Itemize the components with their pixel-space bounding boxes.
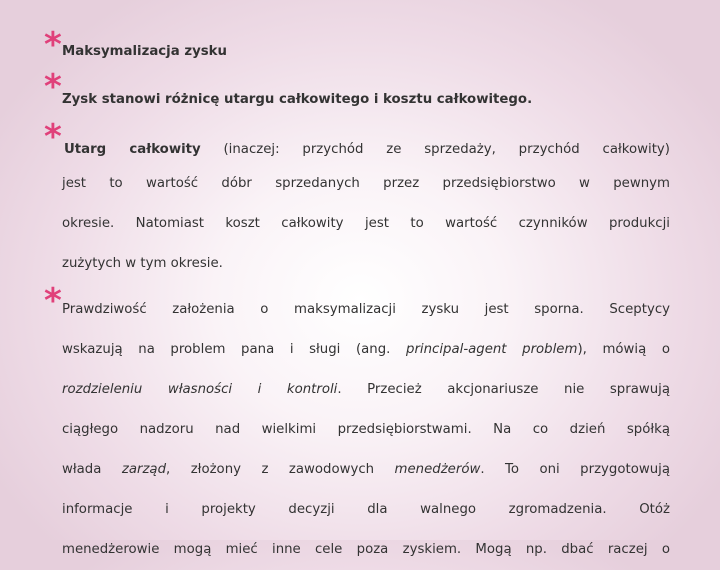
line-text: ), mówią o [577,342,670,357]
bullet-star-icon: * [44,281,62,321]
paragraph-line [62,450,670,490]
paragraph-line: okresie. Natomiast koszt całkowity jest to wartość czynników produkcji [62,216,670,231]
line-text: wskazują na problem pana i sługi (ang. [62,342,406,357]
paragraph-line: jest to wartość dóbr sprzedanych przez przedsiębiorstwo w pewnym [62,176,670,191]
bullet-paragraph [62,290,670,570]
paragraph-line: ciągłego nadzoru nad wielkimi przedsiębiorstwami. Na co dzień spółką [62,422,670,437]
paragraph-line: Prawdziwość założenia o maksymalizacji zysku jest sporna. Sceptycy [62,302,670,317]
line-text: , złożony z zawodowych [166,462,395,477]
italic-term: menedżerów [394,462,481,477]
line-text: . Przecież akcjonariusze nie sprawują [337,382,671,397]
paragraph-line: menedżerowie mogą mieć inne cele poza zyskiem. Mogą np. dbać raczej o [62,542,670,557]
italic-term: zarząd [121,462,167,477]
bullet-paragraph-cont [62,164,670,284]
bullet-text: Zysk stanowi różnicę utargu całkowitego i kosztu całkowitego. [62,92,533,107]
line-text: (inaczej: przychód ze sprzedaży, przychód całkowity) [200,142,670,157]
bullet-star-icon: * [44,117,62,157]
bullet-star-icon: * [44,67,62,107]
line-text: . To oni przygotowują [480,462,670,477]
italic-term: rozdzieleniu własności i kontroli [62,382,338,397]
bullet-paragraph [62,80,670,120]
paragraph-line: zużytych w tym okresie. [62,256,223,271]
paragraph-line: informacje i projekty decyzji dla walnego zgromadzenia. Otóż [62,502,670,517]
paragraph-line [62,370,670,410]
bullet-star-icon: * [44,25,62,65]
paragraph-line [62,330,670,370]
italic-term: principal-agent problem [406,342,578,357]
bullet-heading [62,32,670,72]
bold-term: Utarg całkowity [64,142,201,157]
bullet-text: Maksymalizacja zysku [62,44,227,59]
line-text: włada [62,462,122,477]
